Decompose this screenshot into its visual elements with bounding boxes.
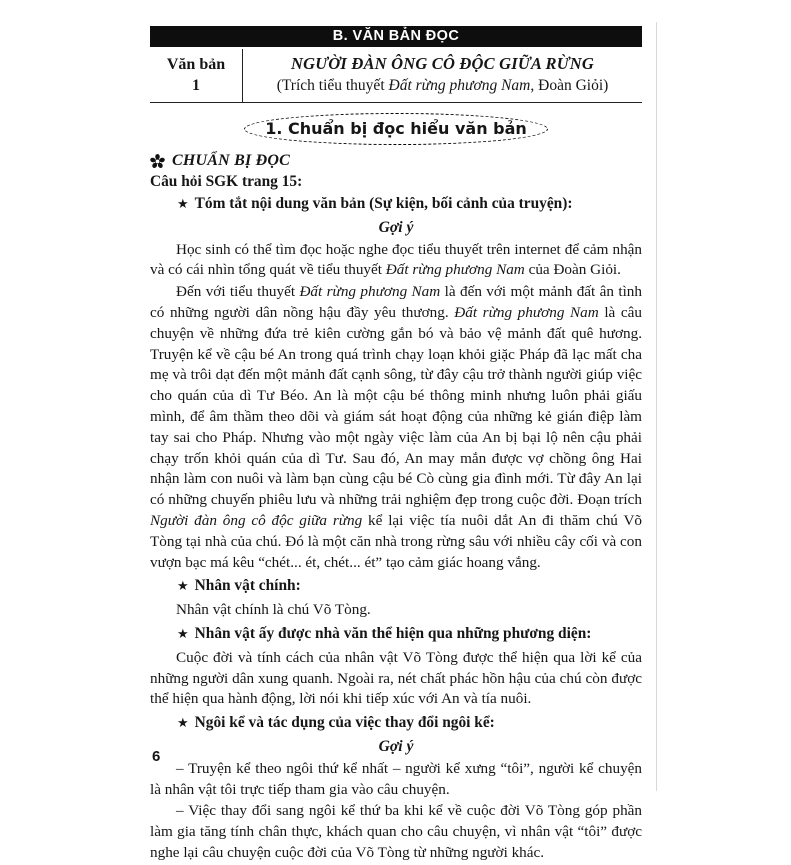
content-blocks [150,194,642,864]
sgk-question-label: Câu hỏi SGK trang 15: [150,173,303,190]
star-bullet-item [150,713,642,735]
star-icon: ★ [177,197,189,212]
text-segment: Đất rừng phương Nam [454,303,599,321]
paragraph [150,801,642,863]
star-icon: ★ [177,579,189,595]
text-segment: là đến với một mảnh đất ân tình có những người dân nồng hậu đầy yêu thương. [150,283,642,321]
section-banner: B. VĂN BẢN ĐỌC [150,26,642,47]
lesson-title: NGƯỜI ĐÀN ÔNG CÔ ĐỘC GIỮA RỪNG [291,54,594,73]
prepare-reading-heading [150,152,642,170]
paragraph [150,648,642,710]
lesson-subtitle [247,75,638,96]
text-segment: Nhân vật chính là chú Võ Tòng. [176,601,371,619]
star-bullet-text: Tóm tắt nội dung văn bản (Sự kiện, bối cảnh của truyện): [194,195,573,212]
star-bullet-item [150,194,642,216]
hint-label: Gợi ý [378,737,414,755]
star-bullet-text: Nhân vật ấy được nhà văn thể hiện qua những phương diện: [194,624,592,642]
section-badge: 1. Chuẩn bị đọc hiểu văn bản [244,113,548,145]
paragraph [150,240,642,282]
text-segment: , Đoàn Giỏi) [530,77,609,94]
lesson-title-cell [243,49,642,102]
star-bullet-item [150,624,642,646]
star-bullet-text: Ngôi kể và tác dụng của việc thay đổi ngôi kể: [194,714,495,732]
hint-label: Gợi ý [378,218,414,236]
star-icon: ★ [177,626,189,642]
text-segment: Cuộc đời và tính cách của nhân vật Võ Tòng được thể hiện qua lời kể của những người dân xung quanh. Ngoài ra, nét chất phác hồn hậu của chú còn được thể hiện qua hành động, lời nói khi tiếp xúc với An và tía nuôi. [150,648,642,708]
text-segment: – Việc thay đổi sang ngôi kể thứ ba khi kể về cuộc đời Võ Tòng góp phần làm gia tăng tính chân thực, khách quan cho câu chuyện, vì nhân vật “tôi” được nghe lại câu chuyện cuộc đời của Võ Tòng từ những người khác. [150,802,642,861]
star-bullet-text: Nhân vật chính: [194,577,301,595]
star-icon: ★ [177,716,189,732]
lesson-header [150,49,642,103]
lesson-label-text: Văn bản [166,56,226,73]
text-segment: Học sinh có thể tìm đọc hoặc nghe đọc tiểu thuyết trên internet để cảm nhận và có cái nhìn tổng quát về tiểu thuyết [150,240,642,279]
paragraph [150,759,642,801]
page-edge-shadow [656,22,657,791]
text-segment: Người đàn ông cô độc giữa rừng [150,511,363,529]
text-segment: Đất rừng phương Nam [385,261,525,279]
florette-icon [150,154,165,169]
lesson-number: 1 [192,77,200,94]
text-segment: (Trích tiểu thuyết [276,77,389,94]
document-page [150,26,642,865]
page-number: 6 [152,748,161,765]
star-bullet-item [150,576,642,598]
lesson-number-cell [150,49,243,102]
text-segment: là câu chuyện về những đứa trẻ kiên cường gắn bó và bảo vệ mảnh đất quê hương. Truyện kể về cậu bé An trong quá trình chạy loạn khỏi giặc Pháp đã lạc mất cha mẹ và trôi dạt đến một mảnh đất cạnh sông, từ đây cậu trở thành người giúp việc cho quán của dì Tư Béo. An là một cậu bé thông minh nhưng luôn phải giấu mình, để âm thầm theo dõi và giám sát hoạt động của những kẻ gián điệp làm tay sai cho Pháp. Nhưng vào một ngày việc làm của An bị bại lộ nên cậu phải chạy trốn khỏi quán của dì Tư. Sau đó, An may mắn được vợ chồng ông Hai nhận làm con nuôi và làm bạn cùng cậu bé Cò cùng gia đình mới. Từ đây An lại có những chuyến phiêu lưu và những trải nghiệm đẹp trong cuộc đời. Đoạn trích [150,303,642,509]
text-segment: của Đoàn Giỏi. [524,261,621,279]
paragraph [150,600,642,621]
prepare-reading-title: CHUẨN BỊ ĐỌC [172,152,290,169]
paragraph [150,282,642,573]
text-segment: – Truyện kể theo ngôi thứ kể nhất – người kể xưng “tôi”, người kể chuyện là nhân vật tôi trực tiếp tham gia vào câu chuyện. [150,759,642,798]
text-segment: Đất rừng phương Nam [299,283,441,301]
text-segment: kể lại việc tía nuôi dắt An đi thăm chú Võ Tòng tại nhà của chú. Đó là một căn nhà trong rừng sâu với nhiều cây cối và con vượn bạc má kêu “chét... ét, chét... ét” tạo cảm giác hoang vắng. [150,511,643,571]
text-segment: Đất rừng phương Nam [388,77,531,94]
text-segment: Đến với tiểu thuyết [176,283,300,301]
